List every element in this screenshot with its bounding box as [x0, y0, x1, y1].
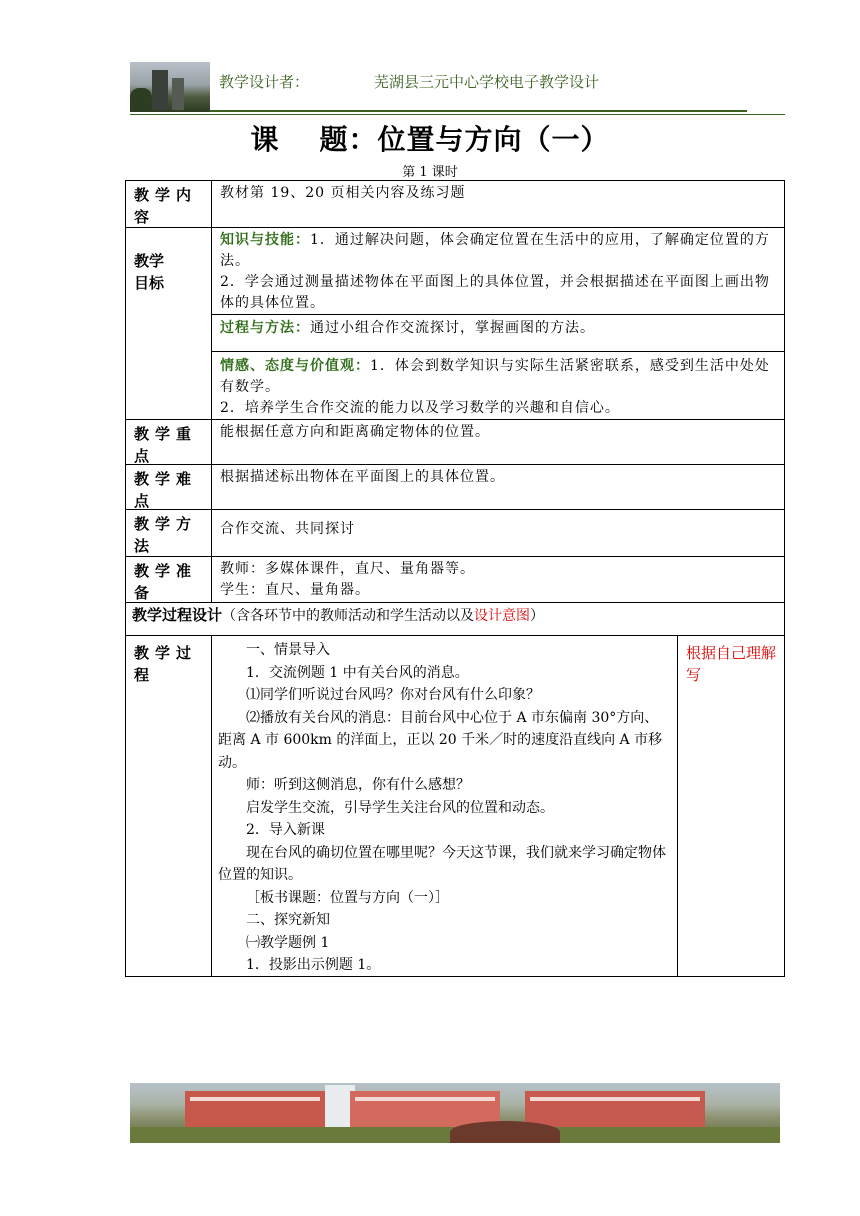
- row-method: [126, 509, 784, 556]
- header-divider: [210, 110, 747, 112]
- row-key-point: [126, 419, 784, 464]
- label-teaching-process: 教学过程: [126, 636, 212, 976]
- header-school-name: 芜湖县三元中心学校电子教学设计: [374, 73, 600, 91]
- process-line: ⑵播放有关台风的消息：目前台风中心位于 A 市东偏南 30°方向、距离 A 市 600km 的洋面上，正以 20 千米／时的速度沿直线向 A 市移动。: [218, 709, 663, 771]
- row-teaching-process: [126, 635, 784, 976]
- value-key-point: 能根据任意方向和距离确定物体的位置。: [220, 424, 490, 440]
- process-content: [212, 636, 678, 976]
- label-difficulty: 教学难点: [126, 465, 212, 509]
- row-preparation: [126, 556, 784, 602]
- row-teaching-goals: [126, 227, 784, 419]
- process-line: 二、探究新知: [246, 912, 330, 928]
- label-key-point: 教学重点: [126, 420, 212, 464]
- row-design-heading: [126, 602, 784, 635]
- label-method: 教学方法: [126, 510, 212, 556]
- header-divider-thin: [130, 114, 785, 115]
- label-teaching-content: 教学内容: [126, 181, 212, 227]
- process-line: 启发学生交流，引导学生关注台风的位置和动态。: [246, 799, 554, 816]
- row-teaching-content: [126, 181, 784, 227]
- value-difficulty: 根据描述标出物体在平面图上的具体位置。: [220, 469, 505, 485]
- process-line: 现在台风的确切位置在哪里呢？今天这节课，我们就来学习确定物体位置的知识。: [218, 844, 666, 883]
- goal-emotion: 情感、态度与价值观：1．体会到数学知识与实际生活紧密联系，感受到生活中处处有数学。 2．培养学生合作交流的能力以及学习数学的兴趣和自信心。: [212, 351, 784, 419]
- goal-knowledge: 知识与技能：1．通过解决问题，体会确定位置在生活中的应用，了解确定位置的方法。 2．学会通过测量描述物体在平面图上的具体位置，并会根据描述在平面图上画出物体的具体位置。: [220, 232, 770, 311]
- label-preparation: 教学准备: [126, 557, 212, 602]
- process-line: 1．交流例题 1 中有关台风的消息。: [246, 664, 469, 681]
- value-preparation: 教师：多媒体课件，直尺、量角器等。 学生：直尺、量角器。: [220, 561, 475, 598]
- header-author-label: 教学设计者：: [219, 73, 310, 91]
- row-difficulty: [126, 464, 784, 509]
- label-teaching-goals: 教学目标: [126, 228, 212, 419]
- goal-process: 过程与方法：通过小组合作交流探讨，掌握画图的方法。: [212, 314, 784, 351]
- process-line: ［板书课题：位置与方向（一）］: [246, 889, 449, 906]
- process-line: 师：听到这侧消息，你有什么感想？: [246, 777, 470, 793]
- process-line: ⑴同学们听说过台风吗？你对台风有什么印象？: [246, 687, 540, 703]
- design-heading: 教学过程设计（含各环节中的教师活动和学生活动以及设计意图）: [132, 606, 545, 624]
- process-line: ㈠教学题例 1: [246, 934, 330, 951]
- page-title: 课 题：位置与方向（一）: [250, 123, 610, 156]
- process-line: 一、情景导入: [246, 642, 330, 658]
- process-line: 2．导入新课: [246, 822, 325, 838]
- value-method: 合作交流、共同探讨: [220, 521, 355, 537]
- footer-school-photo: [130, 1083, 780, 1143]
- process-note: 根据自己理解写: [686, 644, 777, 684]
- process-line: 1．投影出示例题 1。: [246, 957, 381, 973]
- lesson-period: 第 1 课时: [402, 165, 458, 180]
- value-teaching-content: 教材第 19、20 页相关内容及练习题: [220, 185, 466, 201]
- header-school-photo: [130, 62, 210, 112]
- lesson-plan-table: [125, 180, 785, 977]
- goals-cell: [212, 228, 784, 419]
